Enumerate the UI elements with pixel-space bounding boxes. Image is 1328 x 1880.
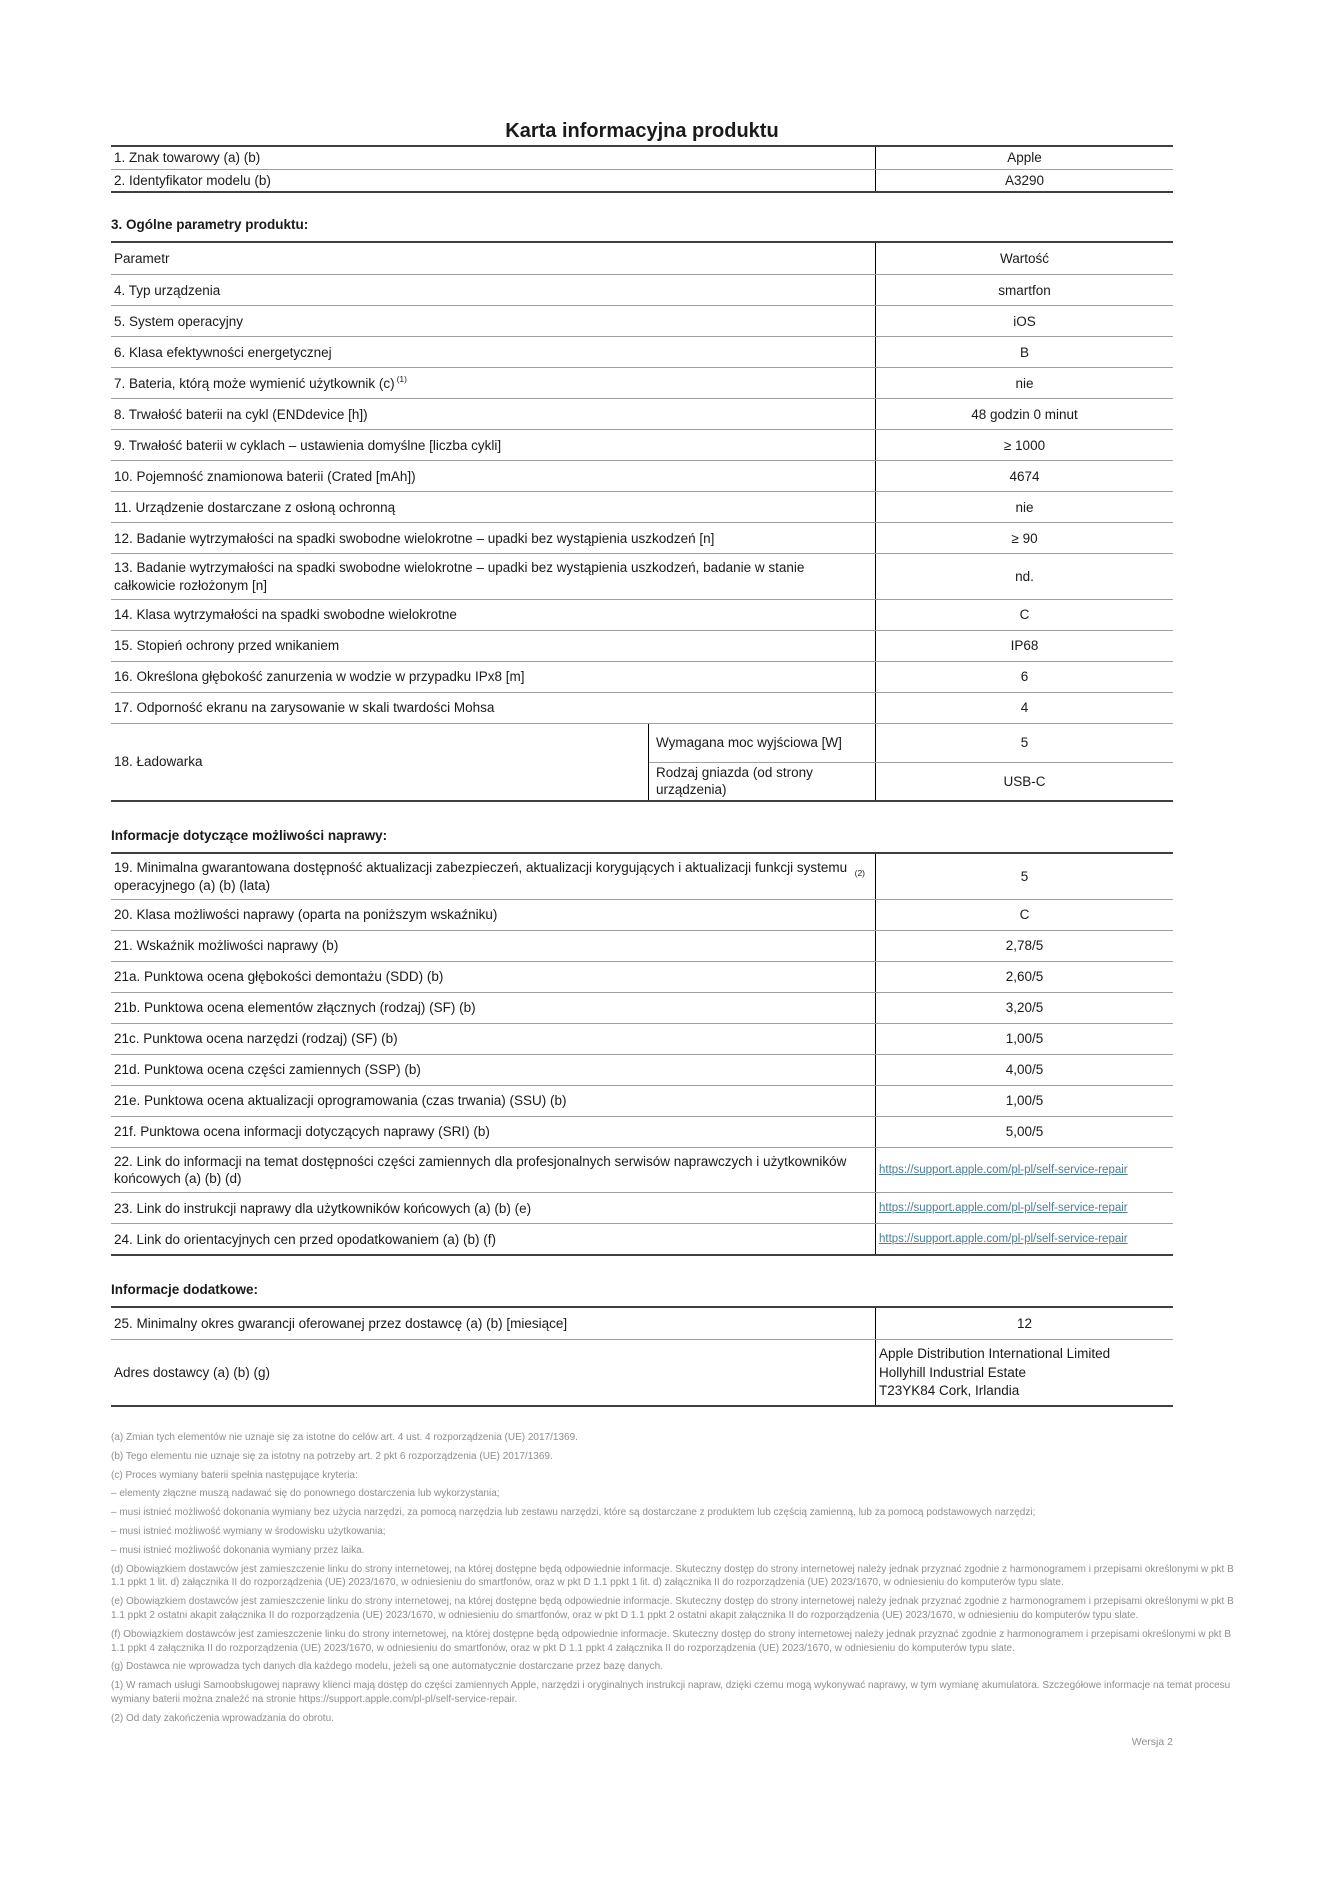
- row-value: Apple: [875, 147, 1173, 169]
- supplier-address: [875, 1340, 1173, 1405]
- row-label: 16. Określona głębokość zanurzenia w wodzie w przypadku IPx8 [m]: [114, 669, 525, 685]
- table-row: [111, 460, 1173, 491]
- row-value: 1,00/5: [875, 1086, 1173, 1116]
- address-line: Apple Distribution International Limited: [879, 1346, 1111, 1362]
- row-label: 21c. Punktowa ocena narzędzi (rodzaj) (SF) (b): [114, 1031, 398, 1047]
- footnote: (2) Od daty zakończenia wprowadzania do obrotu.: [111, 1712, 334, 1724]
- table-row: [111, 1054, 1173, 1085]
- row-value: ≥ 90: [875, 523, 1173, 553]
- table-row: [111, 1147, 1173, 1193]
- row-label: 11. Urządzenie dostarczane z osłoną ochronną: [114, 499, 396, 515]
- footnote: (g) Dostawca nie wprowadza tych danych dla każdego modelu, jeżeli są one automatycznie dostarczane przez bazę danych.: [111, 1661, 663, 1673]
- row-label: 2. Identyfikator modelu (b): [114, 173, 271, 188]
- table-row: [111, 305, 1173, 336]
- row-label: 5. System operacyjny: [114, 313, 244, 329]
- table-row: [111, 274, 1173, 305]
- row-label: 7. Bateria, którą może wymienić użytkownik (c) $^{(1)}$: [114, 374, 407, 391]
- table-row: [111, 961, 1173, 992]
- row-label: 18. Ładowarka: [114, 754, 203, 770]
- footnote: – musi istnieć możliwość wymiany w środowisku użytkowania;: [111, 1526, 386, 1538]
- row-value: 3,20/5: [875, 993, 1173, 1023]
- row-label: 17. Odporność ekranu na zarysowanie w skali twardości Mohsa: [114, 700, 495, 716]
- row-value: C: [875, 900, 1173, 930]
- row-value: 12: [875, 1308, 1173, 1339]
- self-service-repair-link[interactable]: https://support.apple.com/pl-pl/self-service-repair: [879, 1202, 1128, 1215]
- table-row: [111, 1192, 1173, 1223]
- row-value: [875, 1193, 1173, 1223]
- footnote: (f) Obowiązkiem dostawców jest zamieszczenie linku do strony internetowej, na której dostępne będą odpowiednie informacje. Skuteczny dostęp do strony internetowej należy jednak przyznać zgodnie z harmonogramem i przepisami określonymi w pkt B 1.1 ppkt 4 załącznika II do rozporządzenia (UE) 2023/1670, w odniesieniu do smartfonów, oraz w pkt D 1.1 ppkt 4 załącznika II do rozporządzenia (UE) 2023/1670, w odniesieniu do komputerów typu slate.: [111, 1628, 1231, 1654]
- table-row: [111, 522, 1173, 553]
- footnote: (a) Zmian tych elementów nie uznaje się za istotne do celów art. 4 ust. 4 rozporządzenia (UE) 2017/1369.: [111, 1432, 578, 1444]
- row-label: 25. Minimalny okres gwarancji oferowanej przez dostawcę (a) (b) [miesiące]: [114, 1316, 568, 1332]
- self-service-repair-link[interactable]: https://support.apple.com/pl-pl/self-service-repair: [879, 1163, 1128, 1176]
- table-row: [111, 692, 1173, 723]
- footnote: (e) Obowiązkiem dostawców jest zamieszczenie linku do strony internetowej, na której dostępne będą odpowiednie informacje. Skuteczny dostęp do strony internetowej należy jednak przyznać zgodnie z harmonogramem i przepisami określonymi w pkt B 1.1 ppkt 2 ostatni akapit załącznika II do rozporządzenia (UE) 2023/1670, w odniesieniu do smartfonów, oraz w pkt D 1.1 ppkt 2 ostatni akapit załącznika II do rozporządzenia (UE) 2023/1670, w odniesieniu do komputerów typu slate.: [111, 1596, 1234, 1622]
- footnote: (c) Proces wymiany baterii spełnia następujące kryteria:: [111, 1469, 358, 1481]
- row-label: 10. Pojemność znamionowa baterii (Crated [mAh]): [114, 468, 416, 484]
- section-heading-repair: Informacje dotyczące możliwości naprawy:: [111, 828, 388, 844]
- row-value: B: [875, 337, 1173, 367]
- table-row: [111, 1308, 1173, 1339]
- footnote: (1) W ramach usługi Samoobsługowej naprawy klienci mają dostęp do części zamiennych Apple, narzędzi i oryginalnych instrukcji napraw, dzięki czemu mogą wykonywać naprawy, w tym wymianę akumulatora. Szczegółowe informacje na temat procesu wymiany baterii można znaleźć na stronie https://support.apple.com/pl-pl/self-service-repair.: [111, 1680, 1231, 1705]
- row-label: 15. Stopień ochrony przed wnikaniem: [114, 638, 340, 654]
- version-label: Wersja 2: [1131, 1735, 1173, 1748]
- row-label: 21. Wskaźnik możliwości naprawy (b): [114, 938, 339, 954]
- row-label: 20. Klasa możliwości naprawy (oparta na poniższym wskaźniku): [114, 907, 498, 923]
- charger-sub-table: [648, 724, 1173, 801]
- row-value: 4,00/5: [875, 1055, 1173, 1085]
- table-row: [111, 1116, 1173, 1147]
- row-label: 19. Minimalna gwarantowana dostępność aktualizacji zabezpieczeń, aktualizacji korygujących i aktualizacji funkcji systemu operacyjnego (a) (b) (lata) $^{(2)}$: [114, 860, 865, 893]
- self-service-repair-link[interactable]: https://support.apple.com/pl-pl/self-service-repair: [879, 1233, 1128, 1246]
- row-value: smartfon: [875, 275, 1173, 305]
- section-heading-general: 3. Ogólne parametry produktu:: [111, 217, 309, 233]
- row-value: 2,60/5: [875, 962, 1173, 992]
- document-content: [111, 120, 1173, 1407]
- row-label: 6. Klasa efektywności energetycznej: [114, 344, 332, 360]
- table-row: [111, 899, 1173, 930]
- address-line: T23YK84 Cork, Irlandia: [879, 1382, 1020, 1398]
- footnote: – elementy złączne muszą nadawać się do ponownego dostarczenia lub wykorzystania;: [111, 1488, 500, 1500]
- row-label: 4. Typ urządzenia: [114, 282, 221, 298]
- row-value: 1,00/5: [875, 1024, 1173, 1054]
- table-header-row: [111, 243, 1173, 274]
- row-value: [875, 1148, 1173, 1193]
- charger-subrow: [649, 762, 1173, 801]
- row-label: 12. Badanie wytrzymałości na spadki swobodne wielokrotne – upadki bez wystąpienia uszkodzeń [n]: [114, 530, 715, 546]
- charger-subrow: [649, 724, 1173, 762]
- row-value: A3290: [875, 170, 1173, 191]
- row-label: 21e. Punktowa ocena aktualizacji oprogramowania (czas trwania) (SSU) (b): [114, 1093, 567, 1109]
- row-value: ≥ 1000: [875, 430, 1173, 460]
- table-row: [111, 398, 1173, 429]
- row-label: Adres dostawcy (a) (b) (g): [114, 1365, 271, 1381]
- footnote: – musi istnieć możliwość dokonania wymiany przez laika.: [111, 1544, 365, 1556]
- row-label: 14. Klasa wytrzymałości na spadki swobodne wielokrotne: [114, 607, 457, 623]
- table-row: [111, 599, 1173, 630]
- row-value: C: [875, 600, 1173, 630]
- row-sublabel: Wymagana moc wyjściowa [W]: [656, 735, 842, 751]
- row-label: 22. Link do informacji na temat dostępności części zamiennych dla profesjonalnych serwisów naprawczych i użytkowników końcowych (a) (b) (d): [114, 1153, 847, 1187]
- row-label: 13. Badanie wytrzymałości na spadki swobodne wielokrotne – upadki bez wystąpienia uszkodzeń, badanie w stanie całkowicie rozłożonym [n]: [114, 560, 805, 593]
- row-value: 4: [875, 693, 1173, 723]
- footnote: (d) Obowiązkiem dostawców jest zamieszczenie linku do strony internetowej, na której dostępne będą odpowiednie informacje. Skuteczny dostęp do strony internetowej należy jednak przyznać zgodnie z harmonogramem i przepisami określonymi w pkt B 1.1 ppkt 1 lit. d) załącznika II do rozporządzenia (UE) 2023/1670, w odniesieniu do smartfonów, oraz w pkt D 1.1 ppkt 1 lit. d) załącznika II do rozporządzenia (UE) 2023/1670, w odniesieniu do komputerów typu slate.: [111, 1563, 1234, 1589]
- table-row: [111, 367, 1173, 398]
- supplier-address-lines: [879, 1345, 1110, 1400]
- row-label-text: 7. Bateria, którą może wymienić użytkownik (c): [114, 375, 395, 391]
- row-value: 5: [875, 854, 1173, 899]
- footnotes-block: [111, 1431, 1240, 1726]
- table-row: [111, 854, 1173, 899]
- row-value: USB-C: [875, 763, 1173, 801]
- row-value: 2,78/5: [875, 931, 1173, 961]
- table-row: [111, 553, 1173, 599]
- table-row-charger: [111, 723, 1173, 801]
- row-value: 48 godzin 0 minut: [875, 399, 1173, 429]
- section-heading-additional: Informacje dodatkowe:: [111, 1282, 259, 1298]
- table-row: [111, 429, 1173, 460]
- row-label: 23. Link do instrukcji naprawy dla użytkowników końcowych (a) (b) (e): [114, 1200, 532, 1216]
- row-value: 6: [875, 662, 1173, 692]
- row-label: 21b. Punktowa ocena elementów złącznych (rodzaj) (SF) (b): [114, 1000, 476, 1016]
- row-value: iOS: [875, 306, 1173, 336]
- table-row: [111, 336, 1173, 367]
- row-value: 4674: [875, 461, 1173, 491]
- table-row: [111, 1085, 1173, 1116]
- row-value: nie: [875, 492, 1173, 522]
- table-row: [111, 1023, 1173, 1054]
- table-row: [111, 661, 1173, 692]
- table-row: [111, 1223, 1173, 1254]
- table-row: [111, 992, 1173, 1023]
- row-value: 5: [875, 724, 1173, 762]
- row-label: 1. Znak towarowy (a) (b): [114, 150, 261, 166]
- general-parameters-table: [111, 241, 1173, 802]
- row-value: [875, 1224, 1173, 1254]
- additional-info-table: [111, 1306, 1173, 1407]
- row-label: 8. Trwałość baterii na cykl (ENDdevice [h]): [114, 406, 368, 422]
- row-value: nd.: [875, 554, 1173, 599]
- page-title: Karta informacyjna produktu: [505, 120, 779, 142]
- footnote: (b) Tego elementu nie uznaje się za istotny na potrzeby art. 2 pkt 6 rozporządzenia (UE) 2017/1369.: [111, 1450, 553, 1462]
- column-header-param: Parametr: [114, 251, 170, 267]
- table-row: [111, 147, 1173, 169]
- table-row: [111, 1339, 1173, 1405]
- row-label: 21a. Punktowa ocena głębokości demontażu (SDD) (b): [114, 969, 444, 985]
- table-row: [111, 491, 1173, 522]
- table-row: [111, 630, 1173, 661]
- row-sublabel: Rodzaj gniazda (od strony urządzenia): [656, 765, 813, 798]
- row-label-text: 19. Minimalna gwarantowana dostępność aktualizacji zabezpieczeń, aktualizacji korygujących i aktualizacji funkcji systemu operacyjnego (a) (b) (lata): [114, 860, 848, 893]
- row-label: 24. Link do orientacyjnych cen przed opodatkowaniem (a) (b) (f): [114, 1231, 496, 1247]
- identification-table: [111, 145, 1173, 193]
- row-label: 21f. Punktowa ocena informacji dotyczących naprawy (SRI) (b): [114, 1124, 490, 1140]
- table-row: [111, 930, 1173, 961]
- footnote: – musi istnieć możliwość dokonania wymiany bez użycia narzędzi, za pomocą narzędzia lub zestawu narzędzi, które są dostarczane z produktem lub częścią zamienną, lub za pomocą podstawowych narzędzi;: [111, 1507, 1036, 1519]
- row-value: 5,00/5: [875, 1117, 1173, 1147]
- column-header-value: Wartość: [875, 243, 1173, 274]
- table-row: [111, 169, 1173, 191]
- row-value: IP68: [875, 631, 1173, 661]
- row-label: 9. Trwałość baterii w cyklach – ustawienia domyślne [liczba cykli]: [114, 437, 502, 453]
- row-label: 21d. Punktowa ocena części zamiennych (SSP) (b): [114, 1062, 421, 1078]
- row-value: nie: [875, 368, 1173, 398]
- address-line: Hollyhill Industrial Estate: [879, 1364, 1027, 1380]
- repairability-table: [111, 852, 1173, 1256]
